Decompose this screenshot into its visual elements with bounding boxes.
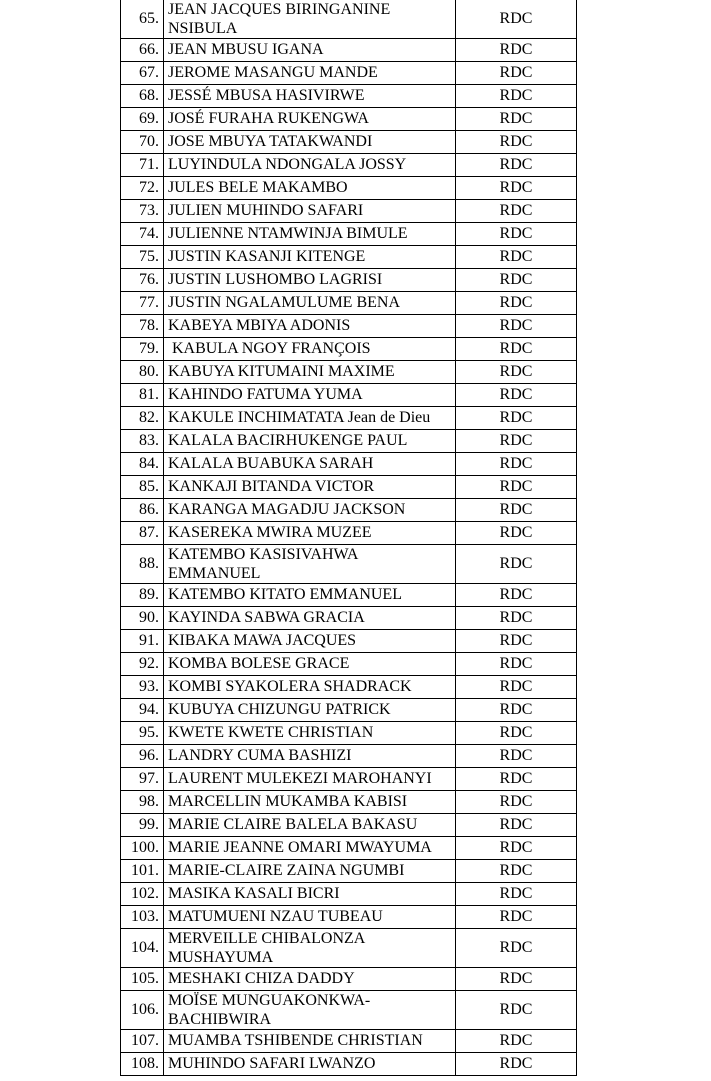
participant-name-line: JUSTIN LUSHOMBO LAGRISI	[168, 271, 383, 288]
participant-name-line: KASEREKA MWIRA MUZEE	[168, 524, 372, 541]
participant-name-line: MASIKA KASALI BICRI	[168, 885, 340, 902]
participant-name-line: MUAMBA TSHIBENDE CHRISTIAN	[168, 1032, 423, 1049]
table-row	[121, 630, 577, 653]
participant-country: RDC	[456, 630, 577, 653]
participant-country: RDC	[456, 177, 577, 200]
row-number: 86.	[121, 499, 164, 522]
participant-name-line: NSIBULA	[168, 20, 238, 37]
participant-country: RDC	[456, 0, 577, 39]
row-number: 77.	[121, 292, 164, 315]
participant-name	[164, 837, 456, 860]
participant-name-line: EMMANUEL	[168, 565, 261, 582]
table-row	[121, 699, 577, 722]
participant-name-line: JULES BELE MAKAMBO	[168, 179, 348, 196]
participant-name-line: JESSÉ MBUSA HASIVIRWE	[168, 87, 365, 104]
row-number: 83.	[121, 430, 164, 453]
participant-name	[164, 906, 456, 929]
participant-country: RDC	[456, 108, 577, 131]
row-number: 80.	[121, 361, 164, 384]
participant-country: RDC	[456, 837, 577, 860]
row-number: 103.	[121, 906, 164, 929]
row-number: 79.	[121, 338, 164, 361]
table-row	[121, 407, 577, 430]
participant-country: RDC	[456, 1053, 577, 1076]
participant-name	[164, 929, 456, 968]
participant-name-line: KATEMBO KASISIVAHWA	[168, 546, 359, 563]
row-number: 74.	[121, 223, 164, 246]
row-number: 75.	[121, 246, 164, 269]
participant-country: RDC	[456, 1030, 577, 1053]
participant-name	[164, 39, 456, 62]
row-number: 95.	[121, 722, 164, 745]
participant-name-line: KALALA BACIRHUKENGE PAUL	[168, 432, 408, 449]
participant-name	[164, 653, 456, 676]
participant-country: RDC	[456, 292, 577, 315]
participant-country: RDC	[456, 361, 577, 384]
table-row	[121, 584, 577, 607]
row-number: 93.	[121, 676, 164, 699]
table-row	[121, 453, 577, 476]
participant-name-line: MATUMUENI NZAU TUBEAU	[168, 908, 383, 925]
row-number: 97.	[121, 768, 164, 791]
table-row	[121, 906, 577, 929]
table-row	[121, 860, 577, 883]
participant-country: RDC	[456, 338, 577, 361]
participant-country: RDC	[456, 407, 577, 430]
participant-name-line: MARIE JEANNE OMARI MWAYUMA	[168, 839, 432, 856]
row-number: 102.	[121, 883, 164, 906]
participant-name	[164, 584, 456, 607]
row-number: 89.	[121, 584, 164, 607]
row-number: 108.	[121, 1053, 164, 1076]
participant-country: RDC	[456, 223, 577, 246]
participant-country: RDC	[456, 883, 577, 906]
row-number: 71.	[121, 154, 164, 177]
participant-name-line: KABUYA KITUMAINI MAXIME	[168, 363, 395, 380]
row-number: 68.	[121, 85, 164, 108]
participant-country: RDC	[456, 39, 577, 62]
participant-name-line: KAHINDO FATUMA YUMA	[168, 386, 363, 403]
row-number: 105.	[121, 968, 164, 991]
participant-name	[164, 630, 456, 653]
participant-name	[164, 108, 456, 131]
table-row	[121, 177, 577, 200]
table-row	[121, 154, 577, 177]
participant-country: RDC	[456, 768, 577, 791]
row-number: 96.	[121, 745, 164, 768]
row-number: 78.	[121, 315, 164, 338]
participant-name	[164, 991, 456, 1030]
table-row	[121, 338, 577, 361]
participant-name	[164, 85, 456, 108]
participant-country: RDC	[456, 968, 577, 991]
participant-name	[164, 315, 456, 338]
row-number: 94.	[121, 699, 164, 722]
participant-name-line: JOSÉ FURAHA RUKENGWA	[168, 110, 369, 127]
row-number: 69.	[121, 108, 164, 131]
participant-country: RDC	[456, 246, 577, 269]
participant-name	[164, 200, 456, 223]
participant-name-line: KATEMBO KITATO EMMANUEL	[168, 586, 402, 603]
participant-country: RDC	[456, 860, 577, 883]
table-row	[121, 269, 577, 292]
row-number: 70.	[121, 131, 164, 154]
participant-name-line: KOMBI SYAKOLERA SHADRACK	[168, 678, 412, 695]
table-row	[121, 1030, 577, 1053]
participant-country: RDC	[456, 269, 577, 292]
participant-name	[164, 607, 456, 630]
row-number: 88.	[121, 545, 164, 584]
table-row	[121, 676, 577, 699]
participant-name-line: MUHINDO SAFARI LWANZO	[168, 1055, 376, 1072]
participant-name-line: KAYINDA SABWA GRACIA	[168, 609, 365, 626]
table-row	[121, 814, 577, 837]
table-row	[121, 62, 577, 85]
participant-name	[164, 177, 456, 200]
table-row	[121, 131, 577, 154]
table-row	[121, 200, 577, 223]
table-row	[121, 476, 577, 499]
row-number: 91.	[121, 630, 164, 653]
table-row	[121, 223, 577, 246]
participant-name-line: JEAN MBUSU IGANA	[168, 41, 324, 58]
row-number: 82.	[121, 407, 164, 430]
participant-name	[164, 860, 456, 883]
table-row	[121, 0, 577, 39]
table-row	[121, 315, 577, 338]
participant-name	[164, 384, 456, 407]
row-number: 100.	[121, 837, 164, 860]
participant-name	[164, 676, 456, 699]
participant-country: RDC	[456, 384, 577, 407]
participant-name-line: KABULA NGOY FRANÇOIS	[168, 340, 371, 357]
table-row	[121, 745, 577, 768]
table-row	[121, 1053, 577, 1076]
table-row	[121, 108, 577, 131]
participant-name	[164, 791, 456, 814]
row-number: 104.	[121, 929, 164, 968]
participant-country: RDC	[456, 991, 577, 1030]
table-row	[121, 430, 577, 453]
row-number: 73.	[121, 200, 164, 223]
participant-name	[164, 361, 456, 384]
participant-name	[164, 0, 456, 39]
table-row	[121, 768, 577, 791]
row-number: 81.	[121, 384, 164, 407]
participant-name-line: BACHIBWIRA	[168, 1011, 272, 1028]
participant-name-line: MARCELLIN MUKAMBA KABISI	[168, 793, 408, 810]
participant-country: RDC	[456, 745, 577, 768]
participant-name-line: MARIE-CLAIRE ZAINA NGUMBI	[168, 862, 405, 879]
participant-country: RDC	[456, 791, 577, 814]
participant-name-line: KWETE KWETE CHRISTIAN	[168, 724, 374, 741]
participant-name	[164, 62, 456, 85]
participant-country: RDC	[456, 522, 577, 545]
participant-name	[164, 1030, 456, 1053]
participant-name	[164, 1053, 456, 1076]
table-row	[121, 607, 577, 630]
participant-name	[164, 545, 456, 584]
row-number: 67.	[121, 62, 164, 85]
table-row	[121, 929, 577, 968]
participant-country: RDC	[456, 154, 577, 177]
participant-name	[164, 814, 456, 837]
table-row	[121, 837, 577, 860]
participant-name-line: KANKAJI BITANDA VICTOR	[168, 478, 375, 495]
participant-name	[164, 246, 456, 269]
participant-country: RDC	[456, 430, 577, 453]
table-row	[121, 499, 577, 522]
row-number: 72.	[121, 177, 164, 200]
participant-country: RDC	[456, 814, 577, 837]
participant-name	[164, 407, 456, 430]
participant-country: RDC	[456, 699, 577, 722]
participant-name-line: KAKULE INCHIMATATA Jean de Dieu	[168, 409, 431, 426]
participant-name-line: JEAN JACQUES BIRINGANINE	[168, 1, 391, 18]
table-row	[121, 39, 577, 62]
participant-country: RDC	[456, 545, 577, 584]
participant-name-line: MESHAKI CHIZA DADDY	[168, 970, 355, 987]
participant-name	[164, 522, 456, 545]
participants-table	[120, 0, 577, 1076]
participant-name	[164, 430, 456, 453]
participant-name-line: LANDRY CUMA BASHIZI	[168, 747, 352, 764]
table-row	[121, 361, 577, 384]
table-row	[121, 85, 577, 108]
participant-name	[164, 453, 456, 476]
table-row	[121, 292, 577, 315]
table-row	[121, 883, 577, 906]
participant-country: RDC	[456, 200, 577, 223]
row-number: 84.	[121, 453, 164, 476]
participant-country: RDC	[456, 131, 577, 154]
participant-name-line: MOÏSE MUNGUAKONKWA-	[168, 992, 371, 1009]
participant-name-line: MERVEILLE CHIBALONZA	[168, 930, 366, 947]
participant-country: RDC	[456, 906, 577, 929]
participant-name-line: JOSE MBUYA TATAKWANDI	[168, 133, 373, 150]
participant-country: RDC	[456, 62, 577, 85]
row-number: 90.	[121, 607, 164, 630]
participant-name-line: JEROME MASANGU MANDE	[168, 64, 378, 81]
row-number: 66.	[121, 39, 164, 62]
participant-name-line: JULIEN MUHINDO SAFARI	[168, 202, 364, 219]
participant-country: RDC	[456, 653, 577, 676]
participant-name	[164, 476, 456, 499]
participant-name	[164, 269, 456, 292]
row-number: 101.	[121, 860, 164, 883]
participant-country: RDC	[456, 584, 577, 607]
participant-name	[164, 338, 456, 361]
table-row	[121, 384, 577, 407]
participant-name	[164, 883, 456, 906]
participant-name	[164, 131, 456, 154]
participant-country: RDC	[456, 676, 577, 699]
table-row	[121, 246, 577, 269]
table-row	[121, 991, 577, 1030]
participant-name	[164, 968, 456, 991]
participant-name	[164, 499, 456, 522]
table-row	[121, 968, 577, 991]
participant-country: RDC	[456, 929, 577, 968]
table-row	[121, 653, 577, 676]
participant-name-line: KOMBA BOLESE GRACE	[168, 655, 350, 672]
row-number: 106.	[121, 991, 164, 1030]
row-number: 76.	[121, 269, 164, 292]
participant-name	[164, 768, 456, 791]
participant-name-line: KARANGA MAGADJU JACKSON	[168, 501, 406, 518]
table-row	[121, 791, 577, 814]
participant-name-line: KUBUYA CHIZUNGU PATRICK	[168, 701, 391, 718]
participant-name-line: LUYINDULA NDONGALA JOSSY	[168, 156, 407, 173]
participant-name-line: MARIE CLAIRE BALELA BAKASU	[168, 816, 418, 833]
participant-name	[164, 223, 456, 246]
participant-name-line: KALALA BUABUKA SARAH	[168, 455, 374, 472]
participant-name-line: JUSTIN KASANJI KITENGE	[168, 248, 366, 265]
participant-country: RDC	[456, 453, 577, 476]
participant-name-line: KABEYA MBIYA ADONIS	[168, 317, 351, 334]
participant-country: RDC	[456, 315, 577, 338]
table-body	[121, 0, 577, 1076]
row-number: 98.	[121, 791, 164, 814]
participant-name-line: JUSTIN NGALAMULUME BENA	[168, 294, 400, 311]
table-row	[121, 545, 577, 584]
participant-country: RDC	[456, 722, 577, 745]
row-number: 107.	[121, 1030, 164, 1053]
participant-country: RDC	[456, 85, 577, 108]
table-row	[121, 722, 577, 745]
participant-country: RDC	[456, 476, 577, 499]
row-number: 87.	[121, 522, 164, 545]
row-number: 99.	[121, 814, 164, 837]
participant-name-line: LAURENT MULEKEZI MAROHANYI	[168, 770, 432, 787]
participant-name-line: KIBAKA MAWA JACQUES	[168, 632, 357, 649]
participant-name-line: MUSHAYUMA	[168, 949, 274, 966]
participant-name	[164, 292, 456, 315]
participant-name	[164, 722, 456, 745]
row-number: 65.	[121, 0, 164, 39]
participant-country: RDC	[456, 499, 577, 522]
row-number: 92.	[121, 653, 164, 676]
participant-country: RDC	[456, 607, 577, 630]
row-number: 85.	[121, 476, 164, 499]
participant-name	[164, 699, 456, 722]
participant-name	[164, 154, 456, 177]
participant-name-line: JULIENNE NTAMWINJA BIMULE	[168, 225, 408, 242]
table-row	[121, 522, 577, 545]
participant-name	[164, 745, 456, 768]
